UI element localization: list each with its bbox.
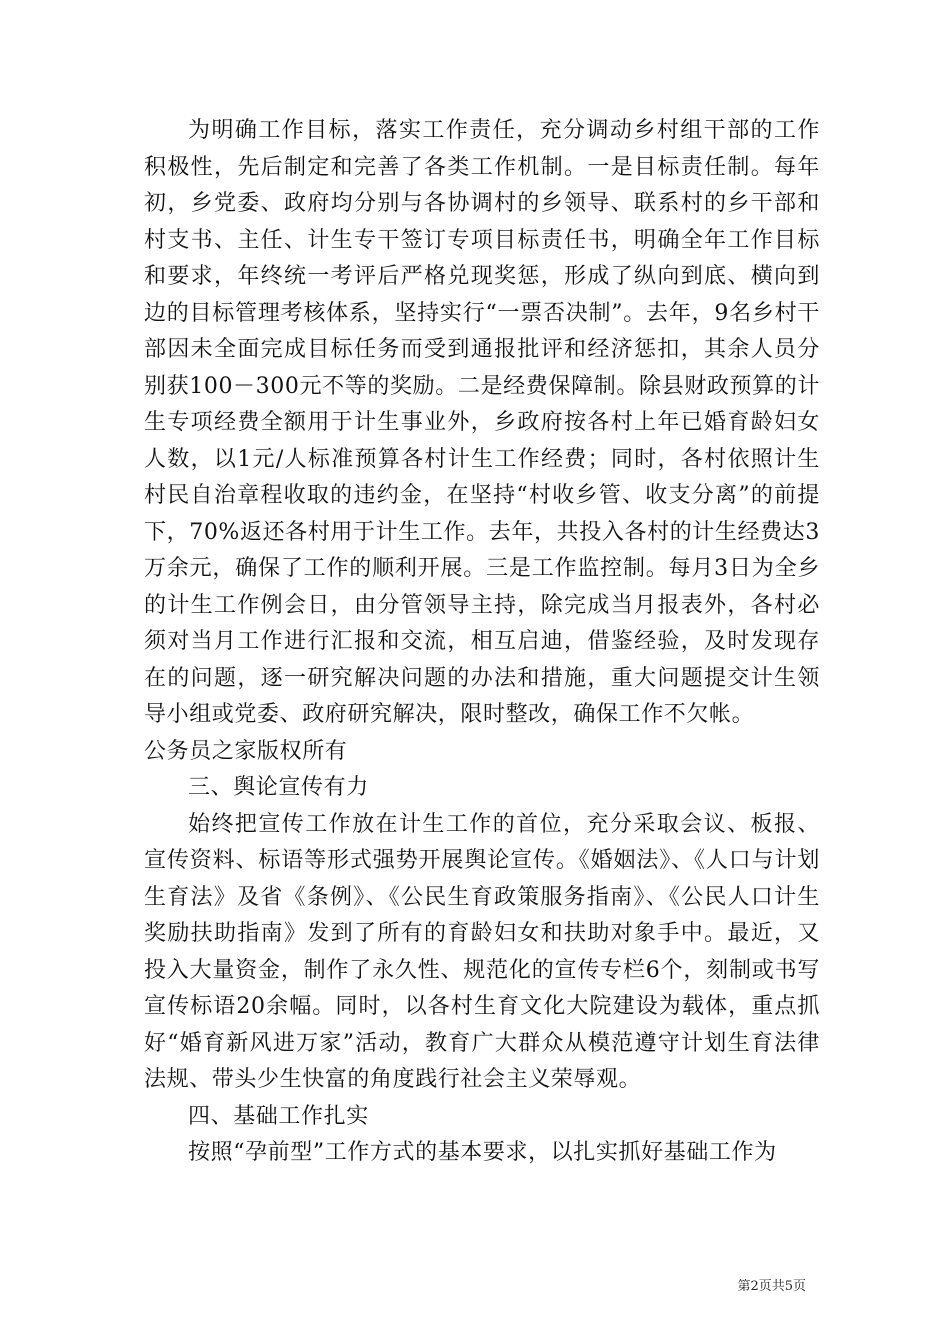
section-heading-foundation: 四、基础工作扎实	[188, 1103, 369, 1129]
paragraph-work-mechanisms: 为明确工作目标，落实工作责任，充分调动乡村组干部的工作积极性，先后制定和完善了各类工作机制。一是目标责任制。每年初，乡党委、政府均分别与各协调村的乡领导、联系村的乡干部和村支书、主任、计生专干签订专项目标责任书，明确全年工作目标和要求，年终统一考评后严格兑现奖惩，形成了纵向到底、横向到边的目标管理考核体系，坚持实行“一票否决制”。去年，9名乡村干部因未全面完成目标任务而受到通报批评和经济惩扣，其余人员分别获100－300元不等的奖励。二是经费保障制。除县财政预算的计生专项经费全额用于计生事业外，乡政府按各村上年已婚育龄妇女人数，以1元/人标准预算各村计生工作经费；同时，各村依照计生村民自治章程收取的违约金，在坚持“村收乡管、收支分离”的前提下，70%返还各村用于计生工作。去年，共投入各村的计生经费达3万余元，确保了工作的顺利开展。三是工作监控制。每月3日为全乡的计生工作例会日，由分管领导主持，除完成当月报表外，各村必须对当月工作进行汇报和交流，相互启迪，借鉴经验，及时发现存在的问题，逐一研究解决问题的办法和措施，重大问题提交计生领导小组或党委、政府研究解决，限时整改，确保工作不欠帐。	[144, 118, 820, 727]
page-number-footer: 第2页共5页	[737, 1279, 806, 1294]
paragraph-foundation: 按照“孕前型”工作方式的基本要求，以扎实抓好基础工作为	[188, 1140, 777, 1165]
copyright-note: 公务员之家版权所有	[144, 738, 348, 764]
section-heading-publicity: 三、舆论宣传有力	[188, 775, 369, 800]
paragraph-publicity: 始终把宣传工作放在计生工作的首位，充分采取会议、板报、宣传资料、标语等形式强势开展舆论宣传。《婚姻法》、《人口与计划生育法》及省《条例》、《公民生育政策服务指南》、《公民人口计生奖励扶助指南》发到了所有的育龄妇女和扶助对象手中。最近，又投入大量资金，制作了永久性、规范化的宣传专栏6个，刻制或书写宣传标语20余幅。同时，以各村生育文化大院建设为载体，重点抓好“婚育新风进万家”活动，教育广大群众从模范遵守计划生育法律法规、带头少生快富的角度践行社会主义荣辱观。	[144, 811, 820, 1092]
document-body	[144, 113, 820, 1172]
